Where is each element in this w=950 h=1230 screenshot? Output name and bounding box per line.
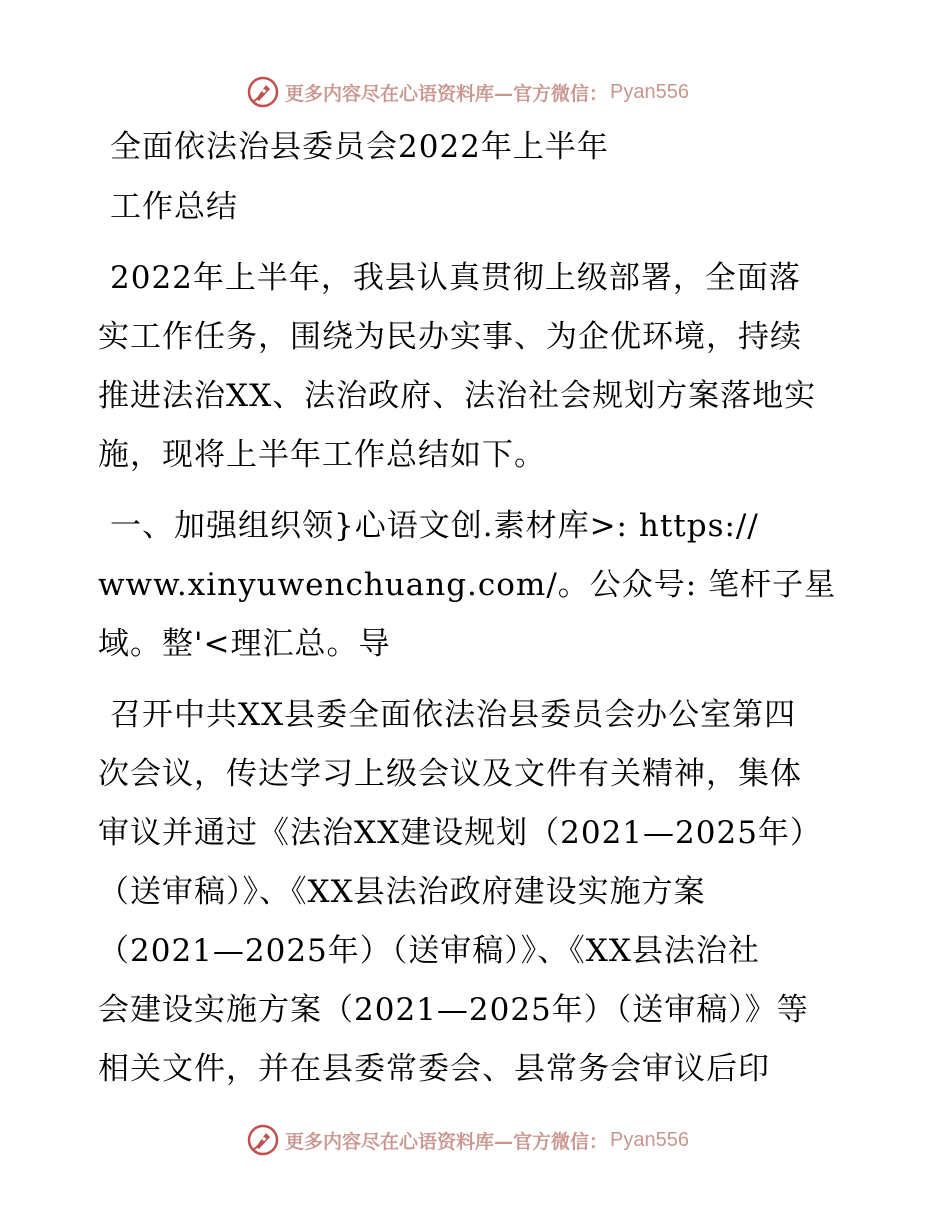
pen-nib-logo-icon <box>247 1124 279 1156</box>
paragraph-line: 召开中共XX县委全面依法治县委员会办公室第四 <box>110 697 797 733</box>
body-paragraph-2 <box>98 686 868 1099</box>
footer-watermark <box>0 1120 950 1160</box>
paragraph-line: 推进法治XX、法治政府、法治社会规划方案落地实 <box>98 378 817 414</box>
intro-paragraph <box>98 249 868 485</box>
paragraph-line: 一、加强组织领}心语文创.素材库>: https:// <box>110 508 759 544</box>
paragraph-line: 相关文件，并在县委常委会、县常务会审议后印 <box>98 1051 770 1087</box>
document-body <box>98 118 868 1099</box>
paragraph-line: 2022年上半年，我县认真贯彻上级部署，全面落 <box>110 260 801 296</box>
paragraph-line: 次会议，传达学习上级会议及文件有关精神，集体 <box>98 756 802 792</box>
header-watermark <box>0 72 950 112</box>
paragraph-line: www.xinyuwenchuang.com/。公众号: 笔杆子星 <box>98 567 837 603</box>
section-heading-1 <box>98 497 868 674</box>
watermark-wechat-id: Pyan556 <box>610 1128 689 1151</box>
pen-nib-logo-icon <box>247 76 279 108</box>
paragraph-line: 实工作任务，围绕为民办实事、为企优环境，持续 <box>98 319 802 355</box>
watermark-text: 更多内容尽在心语资料库—官方微信： <box>285 82 609 105</box>
paragraph-line: 会建设实施方案（2021—2025年）（送审稿）》等 <box>98 992 809 1028</box>
watermark-text: 更多内容尽在心语资料库—官方微信： <box>285 1130 609 1153</box>
document-title-line1: 全面依法治县委员会2022年上半年 <box>110 129 609 165</box>
paragraph-line: （送审稿）》、《XX县法治政府建设实施方案 <box>98 874 706 910</box>
paragraph-line: （2021—2025年）（送审稿）》、《XX县法治社 <box>98 933 760 969</box>
paragraph-line: 施，现将上半年工作总结如下。 <box>98 437 546 473</box>
paragraph-line: 审议并通过《法治XX建设规划（2021—2025年） <box>98 815 822 851</box>
paragraph-line: 域。整'<理汇总。导 <box>98 626 391 662</box>
watermark-wechat-id: Pyan556 <box>610 80 689 103</box>
document-title-line2: 工作总结 <box>110 189 238 225</box>
